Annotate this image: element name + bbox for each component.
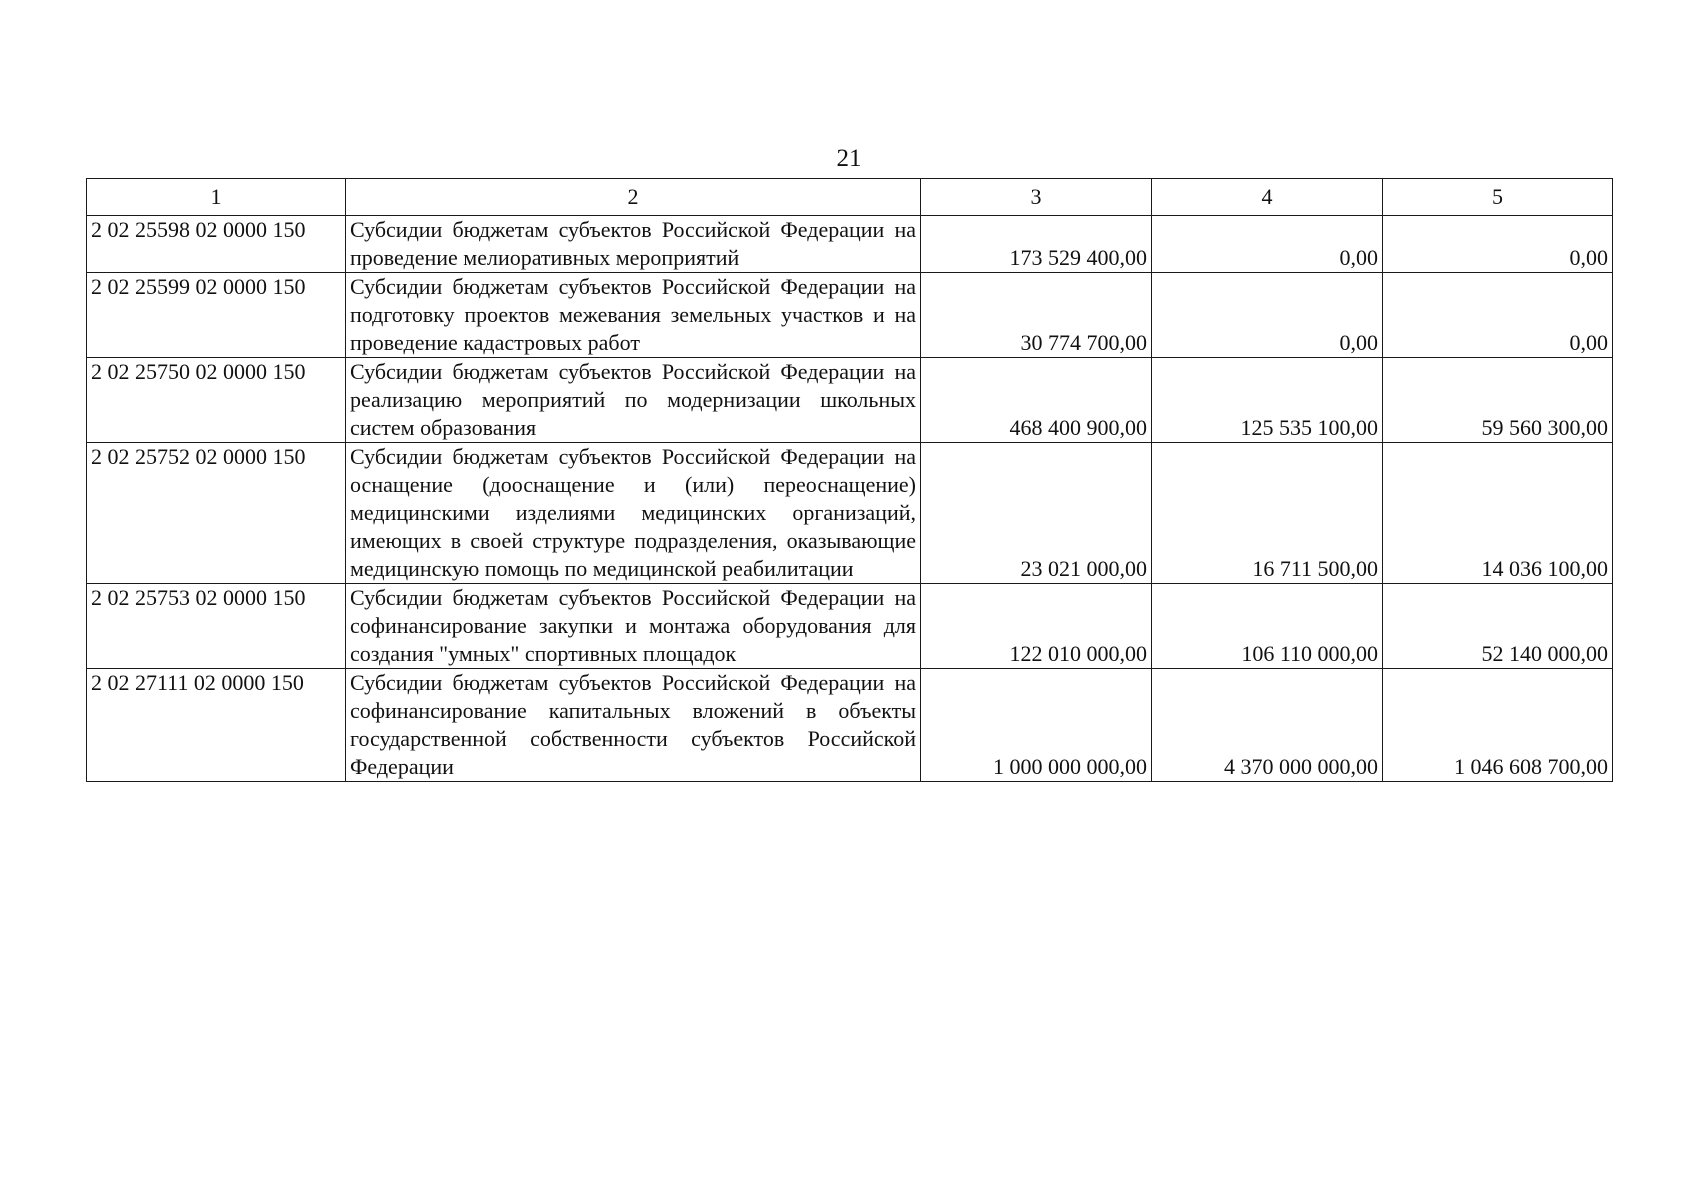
column-header-1: 1 (87, 179, 346, 216)
table-row (87, 443, 1613, 584)
column-header-4: 4 (1152, 179, 1383, 216)
budget-code: 2 02 25598 02 0000 150 (87, 216, 346, 273)
header-row (87, 179, 1613, 216)
amount-col3: 173 529 400,00 (921, 216, 1152, 273)
amount-col4: 4 370 000 000,00 (1152, 669, 1383, 782)
description: Субсидии бюджетам субъектов Российской Федерации на подготовку проектов межевания земельных участков и на проведение кадастровых работ (346, 273, 921, 358)
amount-col5: 0,00 (1383, 273, 1613, 358)
table-row (87, 584, 1613, 669)
budget-code: 2 02 25753 02 0000 150 (87, 584, 346, 669)
budget-code: 2 02 25750 02 0000 150 (87, 358, 346, 443)
column-header-5: 5 (1383, 179, 1613, 216)
table-row (87, 669, 1613, 782)
table-row (87, 358, 1613, 443)
column-header-2: 2 (346, 179, 921, 216)
description: Субсидии бюджетам субъектов Российской Федерации на софинансирование капитальных вложений в объекты государственной собственности субъектов Российской Федерации (346, 669, 921, 782)
amount-col4: 16 711 500,00 (1152, 443, 1383, 584)
amount-col4: 0,00 (1152, 216, 1383, 273)
amount-col3: 30 774 700,00 (921, 273, 1152, 358)
amount-col4: 106 110 000,00 (1152, 584, 1383, 669)
page-number: 21 (836, 145, 862, 172)
budget-table (86, 178, 1613, 782)
amount-col5: 14 036 100,00 (1383, 443, 1613, 584)
table-row (87, 216, 1613, 273)
description: Субсидии бюджетам субъектов Российской Федерации на проведение мелиоративных мероприятий (346, 216, 921, 273)
budget-code: 2 02 27111 02 0000 150 (87, 669, 346, 782)
amount-col3: 122 010 000,00 (921, 584, 1152, 669)
amount-col3: 23 021 000,00 (921, 443, 1152, 584)
description: Субсидии бюджетам субъектов Российской Федерации на реализацию мероприятий по модернизации школьных систем образования (346, 358, 921, 443)
amount-col5: 0,00 (1383, 216, 1613, 273)
description: Субсидии бюджетам субъектов Российской Федерации на оснащение (дооснащение и (или) переоснащение) медицинскими изделиями медицинских организаций, имеющих в своей структуре подразделения, оказывающие медицинскую помощь по медицинской реабилитации (346, 443, 921, 584)
budget-code: 2 02 25599 02 0000 150 (87, 273, 346, 358)
amount-col3: 468 400 900,00 (921, 358, 1152, 443)
description: Субсидии бюджетам субъектов Российской Федерации на софинансирование закупки и монтажа оборудования для создания "умных" спортивных площадок (346, 584, 921, 669)
amount-col4: 0,00 (1152, 273, 1383, 358)
amount-col5: 59 560 300,00 (1383, 358, 1613, 443)
amount-col5: 1 046 608 700,00 (1383, 669, 1613, 782)
column-header-3: 3 (921, 179, 1152, 216)
amount-col3: 1 000 000 000,00 (921, 669, 1152, 782)
amount-col4: 125 535 100,00 (1152, 358, 1383, 443)
amount-col5: 52 140 000,00 (1383, 584, 1613, 669)
budget-code: 2 02 25752 02 0000 150 (87, 443, 346, 584)
table-row (87, 273, 1613, 358)
